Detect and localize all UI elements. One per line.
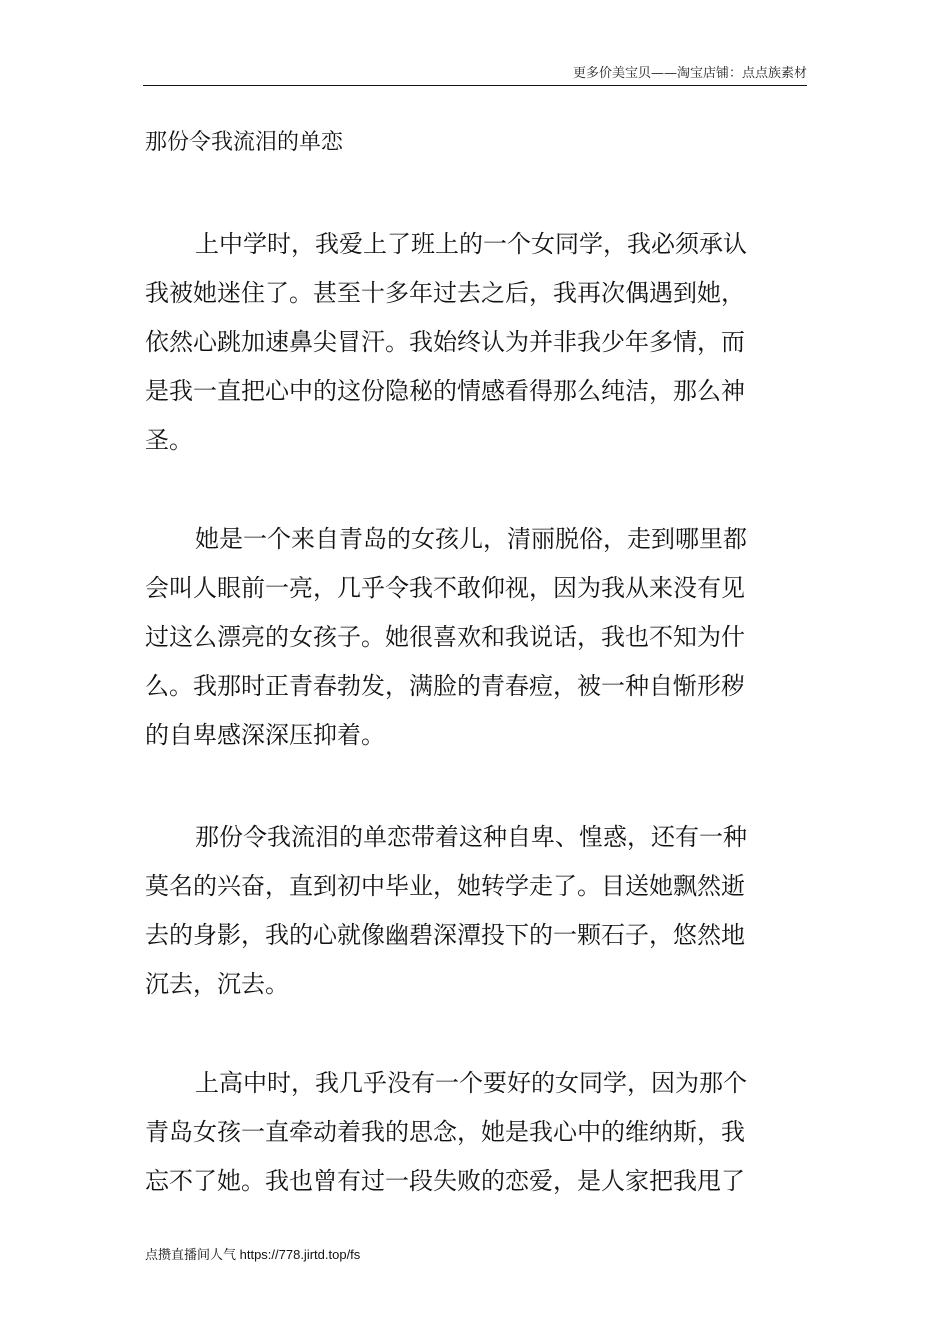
- paragraph-line: 上高中时，我几乎没有一个要好的女同学，因为那个: [195, 1069, 747, 1097]
- paragraph-line: 上中学时，我爱上了班上的一个女同学，我必须承认: [195, 230, 747, 258]
- paragraph-2: [145, 515, 807, 760]
- page-header-text: 更多价美宝贝——淘宝店铺：点点族素材: [572, 66, 807, 81]
- paragraph-line: 沉去，沉去。: [145, 970, 289, 998]
- paragraph-line: 莫名的兴奋，直到初中毕业，她转学走了。目送她飘然逝: [145, 872, 745, 900]
- paragraph-line: 那份令我流泪的单恋带着这种自卑、惶惑，还有一种: [195, 823, 747, 851]
- paragraph-1: [145, 220, 807, 465]
- paragraph-line: 忘不了她。我也曾有过一段失败的恋爱，是人家把我甩了: [145, 1167, 745, 1195]
- paragraph-line: 去的身影，我的心就像幽碧深潭投下的一颗石子，悠然地: [145, 921, 745, 949]
- paragraph-line: 我被她迷住了。甚至十多年过去之后，我再次偶遇到她，: [145, 279, 745, 307]
- page-footer-text: 点攒直播间人气 https://778.jirtd.top/fs: [145, 1247, 361, 1262]
- paragraph-line: 圣。: [145, 426, 193, 454]
- paragraph-4: [145, 1059, 807, 1206]
- header-divider: [143, 85, 807, 86]
- document-title: 那份令我流泪的单恋: [145, 130, 344, 155]
- paragraph-line: 过这么漂亮的女孩子。她很喜欢和我说话，我也不知为什: [145, 623, 745, 651]
- paragraph-line: 的自卑感深深压抑着。: [145, 721, 385, 749]
- paragraph-line: 是我一直把心中的这份隐秘的情感看得那么纯洁，那么神: [145, 377, 745, 405]
- paragraph-line: 会叫人眼前一亮，几乎令我不敢仰视，因为我从来没有见: [145, 574, 745, 602]
- paragraph-line: 她是一个来自青岛的女孩儿，清丽脱俗，走到哪里都: [195, 525, 747, 553]
- paragraph-3: [145, 813, 807, 1009]
- paragraph-line: 青岛女孩一直牵动着我的思念，她是我心中的维纳斯，我: [145, 1118, 745, 1146]
- paragraph-line: 依然心跳加速鼻尖冒汗。我始终认为并非我少年多情，而: [145, 328, 745, 356]
- paragraph-line: 么。我那时正青春勃发，满脸的青春痘，被一种自惭形秽: [145, 672, 745, 700]
